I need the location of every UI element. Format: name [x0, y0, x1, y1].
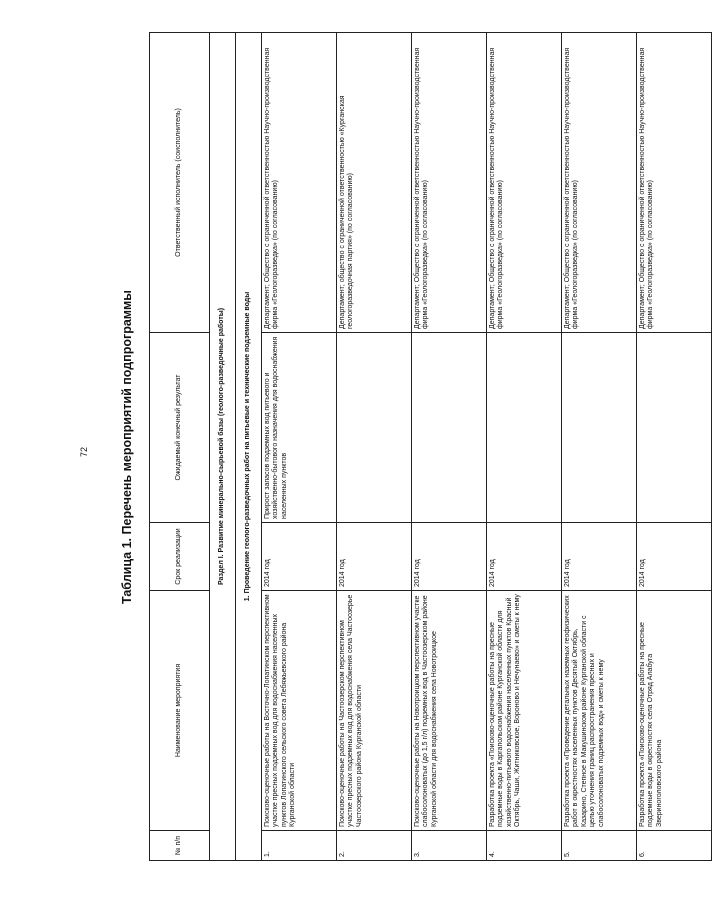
row-num: 1.	[262, 831, 337, 861]
header-num: № п/п	[150, 831, 210, 861]
section-row	[210, 33, 236, 861]
row-executor: Департамент; Общество с ограниченной ответственностью Научно-производственная фирма «Геологоразведка» (по согласованию)	[637, 33, 712, 333]
row-result	[412, 333, 487, 523]
row-executor: Департамент; общество с ограниченной ответственностью «Курганская геологоразведочная партия» (по согласованию)	[337, 33, 412, 333]
row-executor: Департамент; Общество с ограниченной ответственностью Научно-производственная фирма «Геологоразведка» (по согласованию)	[487, 33, 562, 333]
row-term: 2014 год	[562, 523, 637, 591]
row-name: Поисково-оценочные работы на Частоозерском перспективном участке пресных подземных вод для водоснабжения села Частоозерье Частоозерского района Курганской области	[337, 591, 412, 831]
row-num: 5.	[562, 831, 637, 861]
row-result	[487, 333, 562, 523]
row-num: 6.	[637, 831, 712, 861]
table-row	[637, 33, 712, 861]
row-executor: Департамент; Общество с ограниченной ответственностью Научно-производственная фирма «Геологоразведка» (по согласованию)	[562, 33, 637, 333]
row-executor: Департамент; Общество с ограниченной ответственностью Научно-производственная фирма «Геологоразведка» (по согласованию)	[262, 33, 337, 333]
row-term: 2014 год	[487, 523, 562, 591]
table-title: Таблица 1. Перечень мероприятий подпрограммы	[120, 290, 134, 604]
row-result	[337, 333, 412, 523]
row-term: 2014 год	[262, 523, 337, 591]
table-row	[562, 33, 637, 861]
row-term: 2014 год	[637, 523, 712, 591]
row-name: Поисково-оценочные работы на Новотроицком перспективном участке слабосолоноватых (до 1,5 г/л) подземных вод в Частоозерском районе Курганской области для водоснабжения села Новотроицкое	[412, 591, 487, 831]
header-term: Срок реализации	[150, 523, 210, 591]
header-name: Наименование мероприятия	[150, 591, 210, 831]
measures-table	[149, 32, 712, 861]
row-term: 2014 год	[337, 523, 412, 591]
row-num: 2.	[337, 831, 412, 861]
row-term: 2014 год	[412, 523, 487, 591]
table-row	[487, 33, 562, 861]
rotated-page	[107, 33, 663, 861]
row-result	[637, 333, 712, 523]
row-executor: Департамент; Общество с ограниченной ответственностью Научно-производственная фирма «Геологоразведка» (по согласованию)	[412, 33, 487, 333]
table-row	[337, 33, 412, 861]
section-title: Раздел I. Развитие минерально-сырьевой базы (геолого-разведочные работы)	[210, 33, 236, 861]
header-row	[150, 33, 210, 861]
row-num: 3.	[412, 831, 487, 861]
row-result: Прирост запасов подземных вод питьевого и хозяйственно-бытового назначения для водоснабжения населенных пунктов	[262, 333, 337, 523]
table-row	[262, 33, 337, 861]
row-name: Поисково-оценочные работы на Восточно-Лопатинском перспективном участке пресных подземных вод для водоснабжения населенных пунктов Лопатинского сельского совета Лебяжьевского района Курганской области	[262, 591, 337, 831]
table-row	[412, 33, 487, 861]
page-number: 72	[79, 446, 89, 458]
header-executor: Ответственный исполнитель (соисполнитель)	[150, 33, 210, 333]
row-name: Разработка проекта «Поисково-оценочные работы на пресные подземные воды в Каргапольском районе Курганской области для хозяйственно-питьевого водоснабжения населенных пунктов Красный Октябрь, Чаши, Житниковское, Вороново и Нечунаево» и сметы к нему	[487, 591, 562, 831]
row-num: 4.	[487, 831, 562, 861]
subsection-row	[236, 33, 262, 861]
row-name: Разработка проекта «Поисково-оценочные работы на пресные подземные воды в окрестностях села Отряд Алабуга Звериноголовского района	[637, 591, 712, 831]
row-name: Разработка проекта «Проведение детальных наземных геофизических работ в окрестностях населенных пунктов Десятый Октябрь, Казарино, Степное в Макушинском районе Курганской области с целью уточнения границ распространения пресных и слабосолоноватых подземных вод» и сметы к нему	[562, 591, 637, 831]
row-result	[562, 333, 637, 523]
header-result: Ожидаемый конечный результат	[150, 333, 210, 523]
subsection-title: 1. Проведение геолого-разведочных работ на питьевые и технические подземные воды	[236, 33, 262, 861]
